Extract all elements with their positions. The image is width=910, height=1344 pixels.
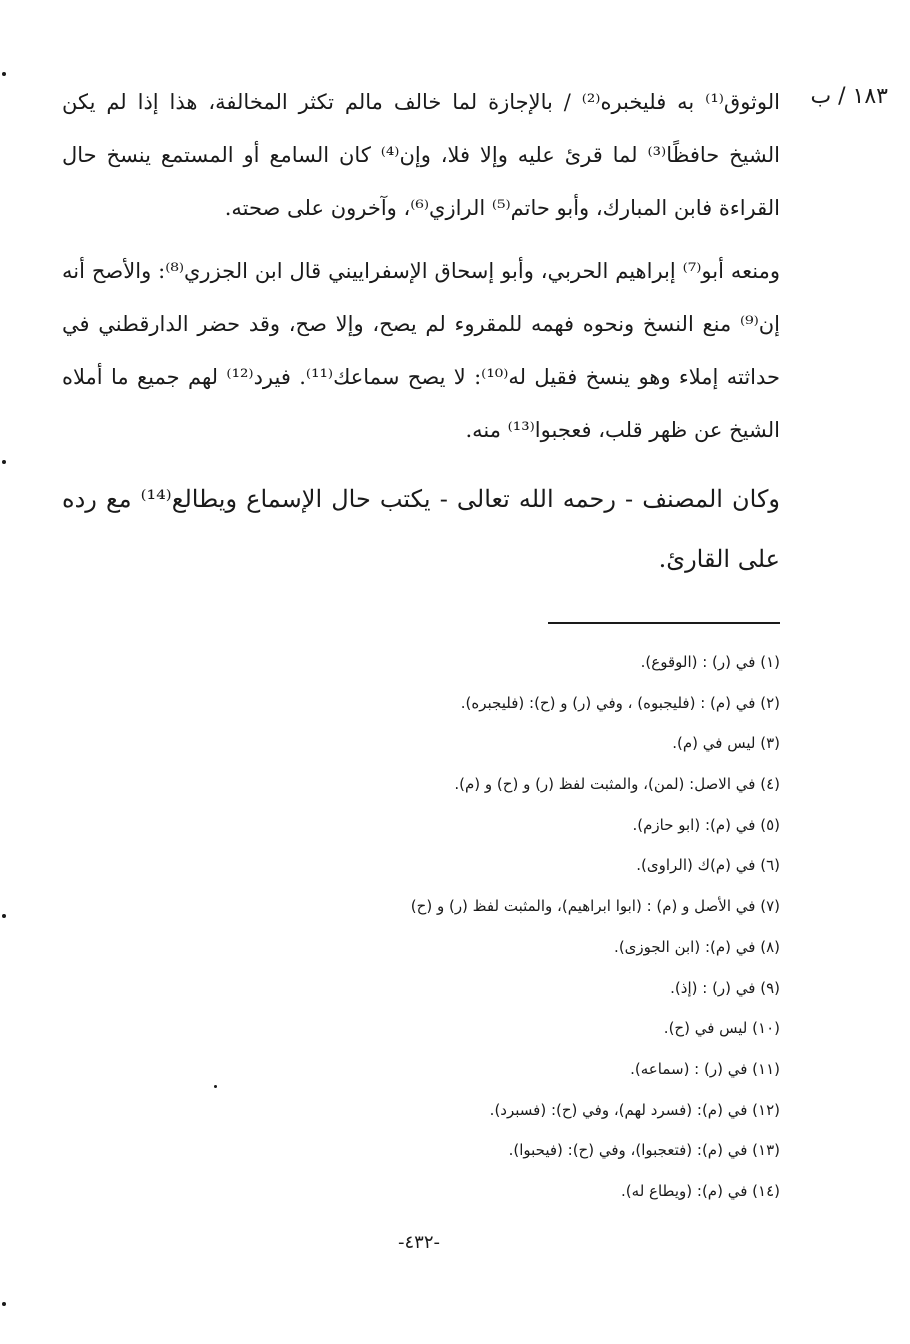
folio-reference: ١٨٣ / ب <box>810 84 888 109</box>
paragraph-2: ومنعه أبو⁽⁷⁾ إبراهيم الحربي، وأبو إسحاق الإسفراييني قال ابن الجزري⁽⁸⁾: والأصح أنه إن⁽⁹⁾ منع النسخ ونحوه فهمه للمقروء لم يصح، وإلا صح، وقد حضر الدارقطني في حداثته إملاء وهو ينسخ فقيل له⁽¹⁰⁾: لا يصح سماعك⁽¹¹⁾. فيرد⁽¹²⁾ لهم جميع ما أملاه الشيخ عن ظهر قلب، فعجبوا⁽¹³⁾ منه. <box>62 259 781 442</box>
paragraph-1: الوثوق⁽¹⁾ به فليخبره⁽²⁾ / بالإجازة لما خالف مالم تكثر المخالفة، هذا إذا لم يكن الشيخ حافظًا⁽³⁾ لما قرئ عليه وإلا فلا، وإن⁽⁴⁾ كان السامع أو المستمع ينسخ حال القراءة فابن المبارك، وأبو حاتم⁽⁵⁾ الرازي⁽⁶⁾، وآخرون على صحته. <box>62 90 780 220</box>
page-number: -٤٣٢- <box>397 1232 440 1253</box>
footnote: (٦) في (م)ك (الراوى). <box>636 856 780 875</box>
footnote: (١٠) ليس في (ح). <box>663 1019 780 1038</box>
scan-speck <box>214 1085 217 1088</box>
footnote: (٣) ليس في (م). <box>672 734 780 753</box>
footnote: (١٤) في (م): (ويطاع له). <box>621 1181 780 1200</box>
footnote: (١١) في (ر) : (سماعه). <box>630 1059 780 1078</box>
footnote: (٧) في الأصل و (م) : (ابوا ابراهيم)، والمثبت لفظ (ر) و (ح) <box>410 897 780 916</box>
main-text <box>62 76 780 589</box>
footnotes-list <box>62 642 780 1212</box>
scan-speck <box>2 914 6 918</box>
footnote-separator <box>548 622 780 624</box>
footnote: (٩) في (ر) : (إذ). <box>670 978 780 997</box>
footnote: (٥) في (م): (ابو حازم). <box>632 815 780 834</box>
scan-speck <box>2 460 6 464</box>
footnote: (٤) في الاصل: (لمن)، والمثبت لفظ (ر) و (ح) و (م). <box>454 775 780 794</box>
footnote: (١) في (ر) : (الوقوع). <box>640 653 780 671</box>
footnote: (٢) في (م) : (فليجبوه) ، وفي (ر) و (ح): (فليجبره). <box>460 693 780 712</box>
scan-speck <box>2 72 6 76</box>
footnote: (٨) في (م): (ابن الجوزى). <box>614 937 780 956</box>
scan-speck <box>2 1302 6 1306</box>
paragraph-3: وكان المصنف - رحمه الله تعالى - يكتب حال الإسماع ويطالع⁽¹⁴⁾ مع رده على القارئ. <box>62 485 780 573</box>
footnote: (١٣) في (م): (فتعجبوا)، وفي (ح): (فيحبوا). <box>508 1141 780 1160</box>
footnote: (١٢) في (م): (فسرد لهم)، وفي (ح): (فسبرد). <box>489 1100 780 1119</box>
